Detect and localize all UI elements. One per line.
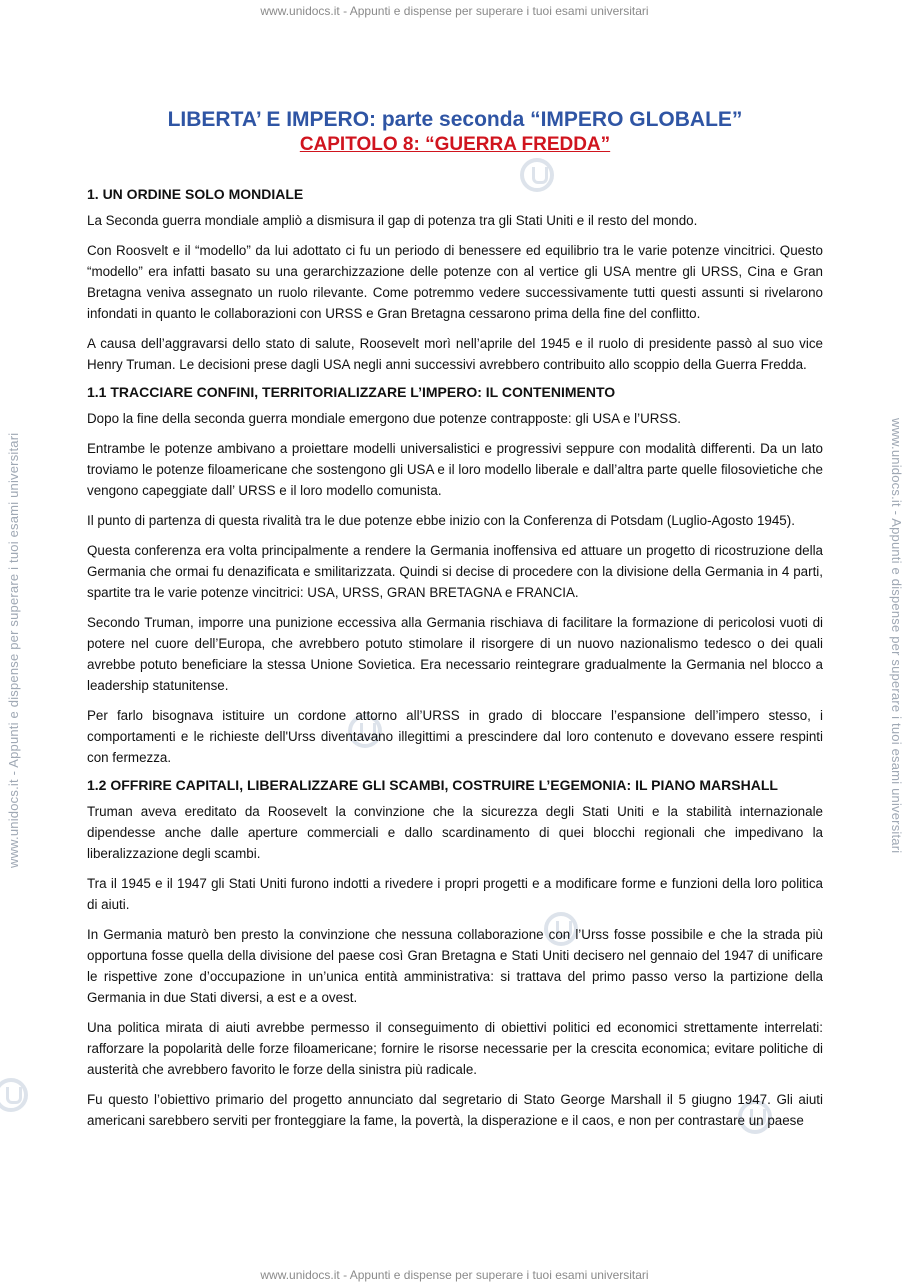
section-heading: 1. UN ORDINE SOLO MONDIALE bbox=[87, 186, 304, 202]
unidocs-logo-icon bbox=[0, 1078, 28, 1112]
watermark-left: www.unidocs.it - Appunti e dispense per superare i tuoi esami universitari bbox=[6, 432, 21, 868]
section-heading: 1.1 TRACCIARE CONFINI, TERRITORIALIZZARE L’IMPERO: IL CONTENIMENTO bbox=[87, 384, 616, 400]
watermark-right: www.unidocs.it - Appunti e dispense per superare i tuoi esami universitari bbox=[889, 418, 904, 854]
paragraph: Entrambe le potenze ambivano a proiettare modelli universalistici e progressivi seppure con modalità differenti. Da un lato troviamo le potenze filoamericane che sostengono gli USA e il loro modello liberale e dall’altra parte quelle filosovietiche che vengono capeggiate dall’ URSS e il loro modello comunista. bbox=[87, 441, 823, 498]
paragraph: A causa dell’aggravarsi dello stato di salute, Roosevelt morì nell’aprile del 1945 e il ruolo di presidente passò al suo vice Henry Truman. Le decisioni prese dagli USA negli anni successivi avrebbero contribuito allo scoppio della Guerra Fredda. bbox=[87, 336, 823, 372]
section-1 bbox=[87, 186, 823, 375]
watermark-top: www.unidocs.it - Appunti e dispense per superare i tuoi esami universitari bbox=[260, 4, 649, 18]
paragraph: Truman aveva ereditato da Roosevelt la convinzione che la sicurezza degli Stati Uniti e la stabilità internazionale dipendesse anche dalle aperture commerciali e dallo scardinamento di quei blocchi regionali che impedivano la liberalizzazione degli scambi. bbox=[87, 804, 823, 861]
section-heading: 1.2 OFFRIRE CAPITALI, LIBERALIZZARE GLI SCAMBI, COSTRUIRE L’EGEMONIA: IL PIANO MARSHALL bbox=[87, 777, 778, 793]
paragraph: Questa conferenza era volta principalmente a rendere la Germania inoffensiva ed attuare un progetto di ricostruzione della Germania che ormai fu denazificata e smilitarizzata. Quindi si decise di procedere con la divisione della Germania in 4 parti, spartite tra le varie potenze vincitrici: USA, URSS, GRAN BRETAGNA e FRANCIA. bbox=[87, 543, 823, 600]
chapter-title: CAPITOLO 8: “GUERRA FREDDA” bbox=[299, 134, 611, 155]
section-1-1 bbox=[87, 384, 823, 768]
paragraph: Per farlo bisognava istituire un cordone attorno all’URSS in grado di bloccare l’espansione dell’impero stesso, i comportamenti e le richieste dell'Urss diventavano illegittimi a prescindere dal loro contenuto e dovevano essere respinti con fermezza. bbox=[87, 708, 823, 765]
paragraph: Dopo la fine della seconda guerra mondiale emergono due potenze contrapposte: gli USA e l’URSS. bbox=[87, 411, 682, 426]
watermark-bottom: www.unidocs.it - Appunti e dispense per superare i tuoi esami universitari bbox=[260, 1268, 649, 1282]
paragraph: In Germania maturò ben presto la convinzione che nessuna collaborazione con l’Urss fosse possibile e che la strada più opportuna fosse quella della divisione del paese così Gran Bretagna e Stati Uniti decisero nel gennaio del 1947 di unificare le rispettive zone d’occupazione in un’unica entità amministrativa: si trattava del primo passo verso la partizione della Germania in due Stati diversi, a est e a ovest. bbox=[87, 927, 823, 1005]
paragraph: Tra il 1945 e il 1947 gli Stati Uniti furono indotti a rivedere i propri progetti e a modificare forme e funzioni della loro politica di aiuti. bbox=[87, 876, 823, 912]
section-1-2 bbox=[87, 777, 823, 1131]
paragraph: Il punto di partenza di questa rivalità tra le due potenze ebbe inizio con la Conferenza di Potsdam (Luglio-Agosto 1945). bbox=[87, 513, 795, 528]
document-body bbox=[87, 108, 823, 1140]
paragraph: Secondo Truman, imporre una punizione eccessiva alla Germania rischiava di facilitare la formazione di pericolosi vuoti di potere nel cuore dell’Europa, che avrebbero potuto stimolare il risorgere di un nuovo nazionalismo tedesco o dei quali avrebbe potuto beneficiare la stessa Unione Sovietica. Era necessario reintegrare gradualmente la Germania nel blocco a leadership statunitense. bbox=[87, 615, 823, 693]
paragraph: Fu questo l’obiettivo primario del progetto annunciato dal segretario di Stato George Marshall il 5 giugno 1947. Gli aiuti americani sarebbero serviti per fronteggiare la fame, la povertà, la disperazione e il caos, e non per contrastare un paese bbox=[87, 1092, 823, 1128]
paragraph: Con Roosvelt e il “modello” da lui adottato ci fu un periodo di benessere ed equilibrio tra le varie potenze vincitrici. Questo “modello” era infatti basato su una gerarchizzazione delle potenze con al vertice gli USA mentre gli URSS, Cina e Gran Bretagna veniva assegnato un ruolo rilevante. Come potremmo vedere successivamente tutti questi assunti si rivelarono infondati in quanto le collaborazioni con URSS e Gran Bretagna cessarono prima della fine del conflitto. bbox=[87, 243, 823, 321]
document-title: LIBERTA’ E IMPERO: parte seconda “IMPERO GLOBALE” bbox=[167, 108, 743, 131]
paragraph: Una politica mirata di aiuti avrebbe permesso il conseguimento di obiettivi politici ed economici strettamente interrelati: rafforzare la popolarità delle forze filoamericane; fornire le risorse necessarie per la crescita economica; evitare politiche di austerità che avrebbero favorito le forze della sinistra più radicale. bbox=[87, 1020, 823, 1077]
paragraph: La Seconda guerra mondiale ampliò a dismisura il gap di potenza tra gli Stati Uniti e il resto del mondo. bbox=[87, 213, 698, 228]
